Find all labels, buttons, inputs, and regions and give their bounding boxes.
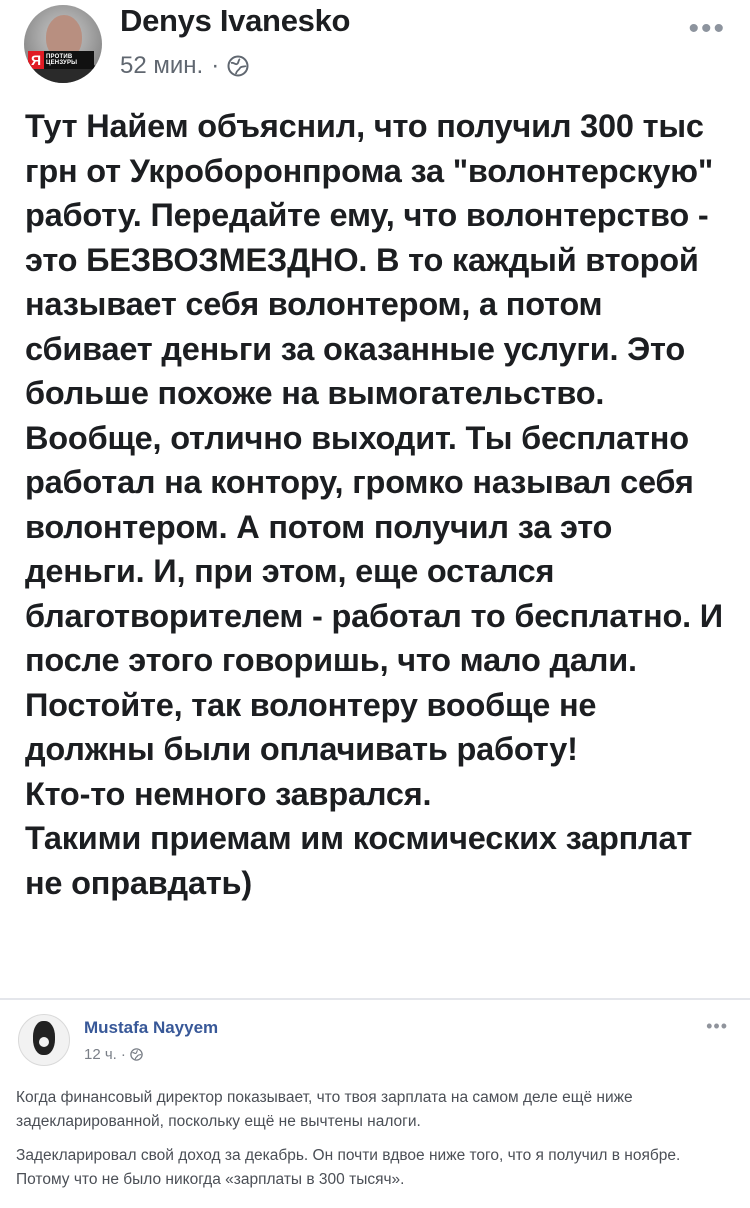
shared-author-name: Mustafa Nayyem (84, 1018, 219, 1037)
shared-post-text (16, 1086, 731, 1202)
avatar-badge-line1: ПРОТИВ (46, 54, 73, 60)
shared-more-icon: ••• (706, 1016, 728, 1036)
shared-globe-icon (130, 1048, 143, 1061)
post-header (0, 0, 750, 90)
shared-paragraph: Задекларировал свой доход за декабрь. Он почти вдвое ниже того, что я получил в ноябре. Потому что не было никогда «зарплаты в 300 тысяч». (16, 1147, 681, 1188)
globe-icon[interactable] (227, 55, 249, 77)
meta-separator: · (211, 52, 220, 79)
post-paragraph: Тут Найем объяснил, что получил 300 тыс грн от Укроборонпрома за "волонтерскую" работу. Передайте ему, что волонтерство - это БЕЗВОЗМЕЗДНО. В то каждый второй называет себя волонтером, а потом сбивает деньги за оказанные услуги. Это больше похоже на вымогательство. (25, 108, 714, 411)
author-name[interactable]: Denys Ivanesko (120, 3, 351, 38)
post-paragraph: Вообще, отлично выходит. Ты бесплатно работал на контору, громко называл себя волонтером. А потом получил за это деньги. И, при этом, еще остался благотворителем - работал то бесплатно. И после этого говоришь, что мало дали. Постойте, так волонтеру вообще не должны были оплачивать работу! (25, 419, 723, 767)
shared-author-avatar (18, 1014, 70, 1066)
shared-paragraph: Когда финансовый директор показывает, что твоя зарплата на самом деле ещё ниже задекларированной, поскольку ещё не вычтены налоги. (16, 1089, 633, 1130)
avatar-badge-letter: Я (28, 51, 44, 69)
avatar-badge (28, 51, 94, 69)
more-icon[interactable]: ••• (688, 12, 726, 45)
post-paragraph: Кто-то немного заврался. (25, 775, 432, 812)
shared-avatar-hole (39, 1037, 49, 1047)
post-time[interactable]: 52 мин. (120, 52, 204, 79)
shared-post-time: 12 ч. (84, 1046, 117, 1063)
shared-meta-separator: · (120, 1046, 126, 1063)
author-avatar[interactable] (24, 5, 102, 83)
post-text (25, 104, 730, 905)
avatar-badge-text (44, 54, 77, 66)
shared-post-screenshot[interactable] (0, 998, 750, 1208)
post-paragraph: Такими приемам им космических зарплат не оправдать) (25, 820, 693, 901)
avatar-badge-line2: ЦЕНЗУРЫ (46, 60, 78, 66)
post-meta (120, 52, 249, 80)
shared-post-meta (84, 1046, 143, 1063)
